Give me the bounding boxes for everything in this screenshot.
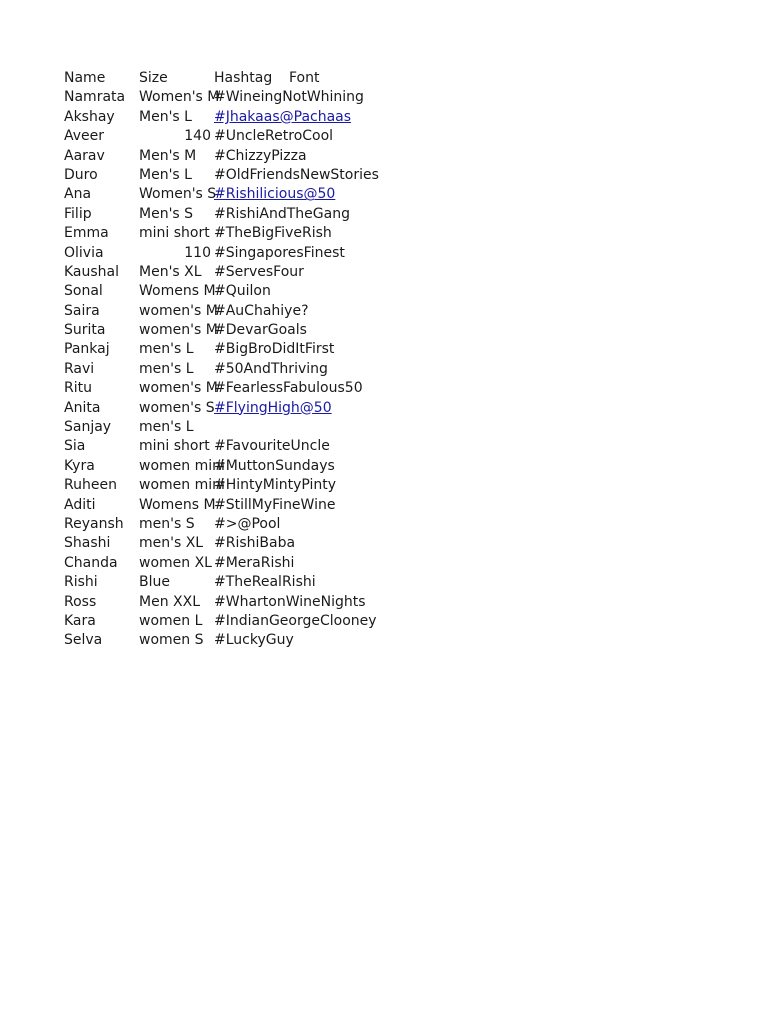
name-cell: Rishi [64,574,98,591]
size-cell: Men's M [139,147,197,164]
hashtag-cell: #ServesFour [214,263,304,280]
name-cell: Akshay [64,108,115,125]
name-cell: Anita [64,399,101,416]
size-cell: women S [139,632,204,649]
name-cell: Kyra [64,457,95,474]
header-size: Size [139,70,168,86]
hashtag-link[interactable]: #Rishilicious@50 [214,186,336,203]
size-cell: 110 [184,244,211,261]
name-cell: Duro [64,166,98,183]
name-cell: Selva [64,632,103,649]
hashtag-cell: #HintyMintyPinty [214,477,337,494]
size-cell: men's S [139,515,195,532]
size-cell: 140 [184,128,211,145]
name-cell: Aveer [64,128,105,145]
hashtag-cell: #WhartonWineNights [214,593,366,610]
hashtag-cell: #OldFriendsNewStories [214,166,379,183]
name-cell: Aditi [64,496,96,513]
size-cell: Men XXL [139,593,200,610]
hashtag-cell: #UncleRetroCool [214,128,334,145]
name-cell: Surita [64,322,106,339]
hashtag-cell: #MuttonSundays [214,457,335,474]
size-cell: Men's L [139,166,192,183]
name-cell: Sia [64,438,86,455]
hashtag-cell: #DevarGoals [214,322,307,339]
name-cell: Ana [64,186,92,203]
size-cell: women XL [139,554,212,571]
header-font: Font [289,70,320,86]
name-cell: Namrata [64,89,126,106]
name-cell: Filip [64,205,92,222]
hashtag-cell: #FearlessFabulous50 [214,380,363,397]
name-cell: Ravi [64,360,95,377]
size-cell: men's L [139,360,194,377]
hashtag-cell: #50AndThriving [214,360,328,377]
hashtag-cell: #StillMyFineWine [214,496,336,513]
size-cell: women L [139,612,203,629]
size-cell: women mini [139,457,225,474]
header-hashtag: Hashtag [214,70,273,86]
name-cell: Sonal [64,283,103,300]
name-cell: Ross [64,593,97,610]
hashtag-cell: #MeraRishi [214,554,295,571]
hashtag-cell: #IndianGeorgeClooney [214,612,377,629]
size-cell: women's S [139,399,215,416]
size-cell: men's L [139,341,194,358]
size-cell: Men's XL [139,263,202,280]
size-cell: Womens M [139,283,216,300]
hashtag-cell: #BigBroDidItFirst [214,341,335,358]
size-cell: men's L [139,419,194,436]
size-cell: mini short [139,438,210,455]
name-cell: Kaushal [64,263,120,280]
size-cell: men's XL [139,535,204,552]
size-cell: women's M [139,322,218,339]
hashtag-cell: #Quilon [214,283,271,300]
name-cell: Shashi [64,535,111,552]
hashtag-cell: #LuckyGuy [214,632,294,649]
name-cell: Sanjay [64,419,112,436]
size-cell: Women's S [139,186,217,203]
size-cell: Men's S [139,205,194,222]
size-cell: Women's M [139,89,220,106]
name-cell: Emma [64,225,109,242]
name-cell: Chanda [64,554,118,571]
name-cell: Kara [64,612,96,629]
hashtag-cell: #RishiAndTheGang [214,205,350,222]
hashtag-cell: #RishiBaba [214,535,296,552]
size-cell: Blue [139,574,170,591]
hashtag-cell: #TheBigFiveRish [214,225,332,242]
size-cell: Men's L [139,108,192,125]
name-cell: Reyansh [64,515,124,532]
name-cell: Ruheen [64,477,117,494]
hashtag-cell: #TheRealRishi [214,574,316,591]
hashtag-cell: #SingaporesFinest [214,244,345,261]
hashtag-cell: #>@Pool [214,515,281,532]
name-cell: Aarav [64,147,105,164]
size-cell: women mini [139,477,225,494]
size-cell: mini short [139,225,210,242]
name-cell: Pankaj [64,341,110,358]
size-cell: Womens M [139,496,216,513]
name-cell: Ritu [64,380,92,397]
hashtag-link[interactable]: #FlyingHigh@50 [214,399,332,416]
size-cell: women's M [139,302,218,319]
name-cell: Olivia [64,244,104,261]
size-cell: women's M [139,380,218,397]
hashtag-link[interactable]: #Jhakaas@Pachaas [214,108,352,125]
hashtag-cell: #FavouriteUncle [214,438,330,455]
hashtag-cell: #AuChahiye? [214,302,309,319]
name-cell: Saira [64,302,100,319]
hashtag-cell: #WineingNotWhining [214,89,364,106]
hashtag-cell: #ChizzyPizza [214,147,307,164]
header-name: Name [64,70,106,86]
